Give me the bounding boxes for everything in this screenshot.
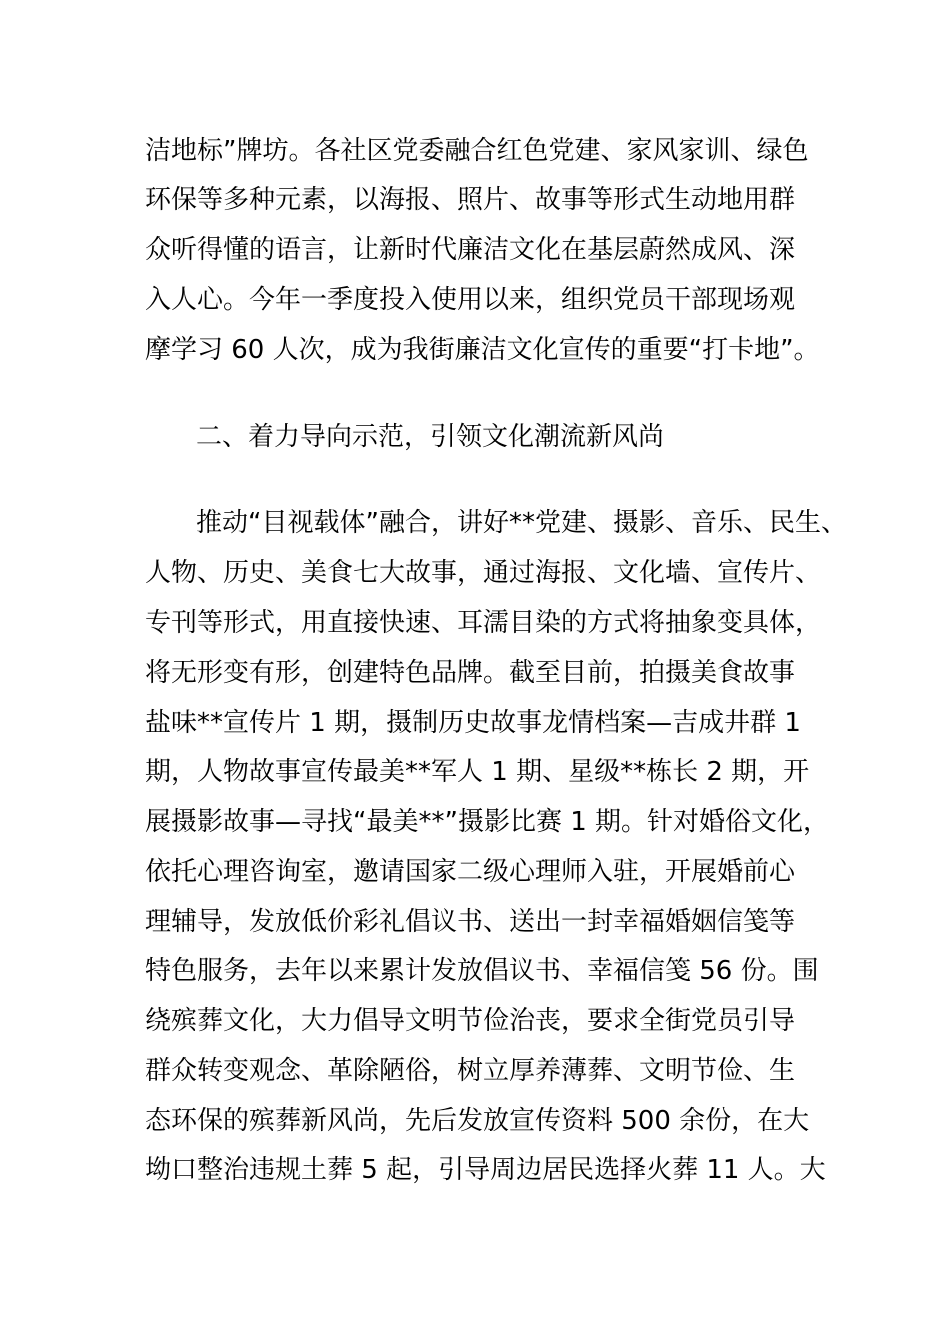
paragraph-line: 期，人物故事宣传最美**军人 1 期、星级**栋长 2 期，开 — [145, 757, 810, 787]
paragraph-line: 人物、历史、美食七大故事，通过海报、文化墙、宣传片、 — [145, 558, 822, 588]
paragraph-line: 盐味**宣传片 1 期，摄制历史故事龙情档案—吉成井群 1 — [145, 708, 801, 738]
paragraph-line: 特色服务，去年以来累计发放倡议书、幸福信笺 56 份。围 — [145, 956, 819, 986]
paragraph-line: 坳口整治违规土葬 5 起，引导周边居民选择火葬 11 人。大 — [145, 1155, 826, 1185]
paragraph-line: 绕殡葬文化，大力倡导文明节俭治丧，要求全街党员引导 — [145, 1006, 796, 1036]
paragraph-line: 推动“目视载体”融合，讲好**党建、摄影、音乐、民生、 — [196, 508, 847, 538]
section-heading: 二、着力导向示范，引领文化潮流新风尚 — [196, 422, 665, 452]
paragraph-line: 洁地标”牌坊。各社区党委融合红色党建、家风家训、绿色 — [145, 136, 809, 166]
paragraph-line: 群众转变观念、革除陋俗，树立厚养薄葬、文明节俭、生 — [145, 1056, 796, 1086]
paragraph-line: 依托心理咨询室，邀请国家二级心理师入驻，开展婚前心 — [145, 857, 796, 887]
paragraph-line: 摩学习 60 人次，成为我街廉洁文化宣传的重要“打卡地”。 — [145, 335, 820, 365]
paragraph-line: 专刊等形式，用直接快速、耳濡目染的方式将抽象变具体， — [145, 608, 822, 638]
paragraph-line: 环保等多种元素，以海报、照片、故事等形式生动地用群 — [145, 185, 796, 215]
paragraph-line: 态环保的殡葬新风尚，先后发放宣传资料 500 余份，在大 — [145, 1106, 810, 1136]
paragraph-line: 将无形变有形，创建特色品牌。截至目前，拍摄美食故事 — [145, 658, 796, 688]
paragraph-line: 众听得懂的语言，让新时代廉洁文化在基层蔚然成风、深 — [145, 235, 796, 265]
paragraph-line: 展摄影故事—寻找“最美**”摄影比赛 1 期。针对婚俗文化， — [145, 807, 830, 837]
paragraph-line: 理辅导，发放低价彩礼倡议书、送出一封幸福婚姻信笺等 — [145, 907, 796, 937]
paragraph-line: 入人心。今年一季度投入使用以来，组织党员干部现场观 — [145, 285, 796, 315]
